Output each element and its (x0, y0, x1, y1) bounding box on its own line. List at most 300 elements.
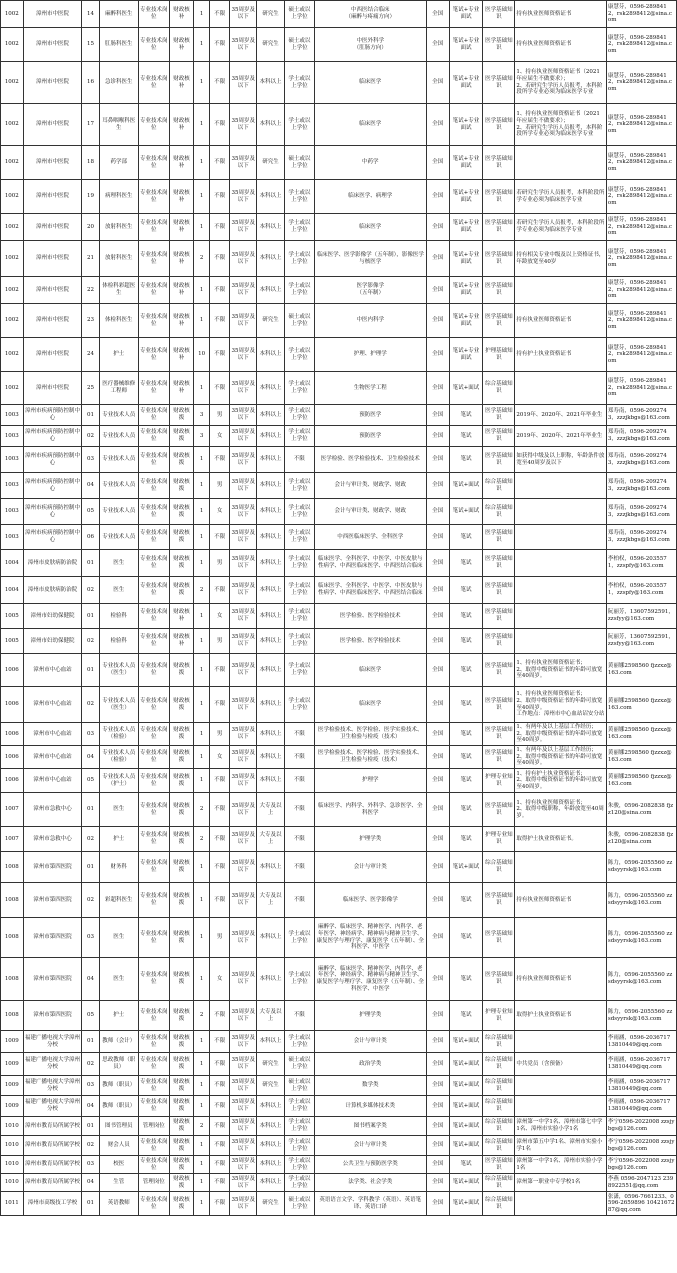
unit-code-cell: 1009 (1, 1031, 24, 1053)
headcount-cell: 1 (194, 723, 209, 746)
major-cell: 数学类 (314, 1076, 426, 1096)
post-name-cell: 生管 (99, 1174, 138, 1192)
age-limit-cell: 35周岁及以下 (230, 1096, 257, 1117)
age-limit-cell: 35周岁及以下 (230, 1136, 257, 1156)
other-requirements-cell: 中共党员（含预备） (515, 1053, 607, 1076)
unit-code-cell: 1009 (1, 1076, 24, 1096)
degree-cell: 学士或以上学位 (284, 405, 314, 426)
post-type-cell: 专业技术岗位 (138, 769, 169, 793)
education-cell: 研究生 (257, 1053, 285, 1076)
unit-name-cell: 漳州市妇幼保健院 (23, 629, 82, 654)
post-code-cell: 01 (82, 1031, 99, 1053)
headcount-cell: 1 (194, 1053, 209, 1076)
other-requirements-cell: 漳州第一中学1名、漳州市第七中学1名、漳州市实验小学1名 (515, 1117, 607, 1136)
recruit-scope-cell: 全国 (426, 28, 449, 62)
funding-type-cell: 财政核补 (169, 214, 194, 241)
post-name-cell: 专业技术人员 (99, 499, 138, 525)
other-requirements-cell: 持有执业医师资格证书 (515, 28, 607, 62)
unit-name-cell: 福建广播电视大学漳州分校 (23, 1076, 82, 1096)
recruit-scope-cell: 全国 (426, 405, 449, 426)
education-cell: 本科以上 (257, 1031, 285, 1053)
education-cell: 本科以上 (257, 405, 285, 426)
education-cell: 研究生 (257, 304, 285, 338)
contact-cell: 郑寿南，0596-2092743，zzzjkbgs@163.com (606, 447, 676, 473)
table-row (1, 146, 677, 180)
post-name-cell: 病理科医生 (99, 180, 138, 214)
unit-code-cell: 1006 (1, 746, 24, 769)
post-code-cell: 01 (82, 405, 99, 426)
age-limit-cell: 35周岁及以下 (230, 1117, 257, 1136)
headcount-cell: 1 (194, 687, 209, 723)
funding-type-cell: 财政核补 (169, 104, 194, 146)
unit-code-cell: 1008 (1, 852, 24, 883)
unit-code-cell: 1002 (1, 338, 24, 372)
exam-method-cell: 笔试+面试 (449, 1031, 483, 1053)
education-cell: 研究生 (257, 1, 285, 28)
recruit-scope-cell: 全国 (426, 918, 449, 958)
post-code-cell: 25 (82, 372, 99, 405)
unit-name-cell: 漳州市教育局所属学校 (23, 1156, 82, 1174)
degree-cell: 学士或以上学位 (284, 499, 314, 525)
gender-cell: 不限 (209, 1117, 230, 1136)
recruit-scope-cell: 全国 (426, 629, 449, 654)
post-code-cell: 23 (82, 304, 99, 338)
unit-name-cell: 漳州市疾病预防控制中心 (23, 499, 82, 525)
gender-cell: 男 (209, 918, 230, 958)
exam-subject-cell: 医学基础知识 (483, 62, 515, 104)
gender-cell: 男 (209, 405, 230, 426)
post-type-cell: 专业技术岗位 (138, 1192, 169, 1216)
degree-cell: 不限 (284, 827, 314, 852)
exam-subject-cell: 医学基础知识 (483, 746, 515, 769)
post-name-cell: 医疗器械维修工程师 (99, 372, 138, 405)
education-cell: 研究生 (257, 1076, 285, 1096)
unit-name-cell: 漳州市妇幼保健院 (23, 604, 82, 629)
funding-type-cell: 财政核补 (169, 1, 194, 28)
exam-subject-cell: 医学基础知识 (483, 214, 515, 241)
education-cell: 本科以上 (257, 1096, 285, 1117)
degree-cell: 学士或以上学位 (284, 654, 314, 687)
unit-code-cell: 1002 (1, 277, 24, 304)
degree-cell: 学士或以上学位 (284, 104, 314, 146)
table-row (1, 958, 677, 1001)
exam-method-cell: 笔试 (449, 746, 483, 769)
exam-method-cell: 笔试 (449, 958, 483, 1001)
exam-method-cell: 笔试+专业面试 (449, 304, 483, 338)
post-name-cell: 护士 (99, 827, 138, 852)
exam-method-cell: 笔试+面试 (449, 1053, 483, 1076)
age-limit-cell: 35周岁及以下 (230, 793, 257, 827)
recruit-scope-cell: 全国 (426, 338, 449, 372)
funding-type-cell: 财政核补 (169, 277, 194, 304)
funding-type-cell: 财政核补 (169, 146, 194, 180)
age-limit-cell: 35周岁及以下 (230, 1156, 257, 1174)
post-type-cell: 专业技术岗位 (138, 1076, 169, 1096)
other-requirements-cell (515, 473, 607, 499)
degree-cell: 不限 (284, 793, 314, 827)
table-row (1, 654, 677, 687)
other-requirements-cell: 如获得中级及以上职称，年龄条件放宽至40周岁及以下 (515, 447, 607, 473)
other-requirements-cell: 1、有两年及以上基层工作经历； 2、取得中级资格证书的年龄可放宽至40周岁。 (515, 723, 607, 746)
post-name-cell: 专业技术人员 (99, 426, 138, 447)
post-code-cell: 01 (82, 654, 99, 687)
contact-cell: 康慧芬，0596-2898412，rsk2898412@sina.com (606, 146, 676, 180)
exam-subject-cell: 综合基础知识 (483, 1136, 515, 1156)
gender-cell: 不限 (209, 180, 230, 214)
major-cell: 临床医学、病理学 (314, 180, 426, 214)
major-cell: 医学检验、医学检验技术、卫生检验技术 (314, 447, 426, 473)
contact-cell: 朱骏，0596-2082838 fjzz120@sina.com (606, 793, 676, 827)
unit-name-cell: 漳州市高级技工学校 (23, 1192, 82, 1216)
other-requirements-cell: 1、持有执业医师资格证书（2021年应届生不做要求）； 2、若研究生学历人员报考，本科阶段所学专业必须为临床医学专业 (515, 62, 607, 104)
major-cell: 临床医学、全科医学、中医学、中医皮肤与性病学、中西医临床医学、中西医结合临床 (314, 550, 426, 577)
table-row (1, 525, 677, 550)
exam-subject-cell: 综合基础知识 (483, 372, 515, 405)
table-row (1, 793, 677, 827)
headcount-cell: 2 (194, 1001, 209, 1031)
major-cell: 会计与审计类、财政学、财政 (314, 499, 426, 525)
unit-code-cell: 1002 (1, 372, 24, 405)
contact-cell: 康慧芬，0596-2898412，rsk2898412@sina.com (606, 338, 676, 372)
exam-subject-cell: 医学基础知识 (483, 447, 515, 473)
other-requirements-cell: 持有相关专业中级及以上资格证书，年龄放宽至40岁 (515, 241, 607, 277)
unit-code-cell: 1005 (1, 604, 24, 629)
table-row (1, 1117, 677, 1136)
exam-subject-cell: 医学基础知识 (483, 28, 515, 62)
degree-cell: 学士或以上学位 (284, 577, 314, 604)
exam-method-cell: 笔试+专业面试 (449, 1, 483, 28)
degree-cell: 硕士或以上学位 (284, 28, 314, 62)
age-limit-cell: 35周岁及以下 (230, 28, 257, 62)
post-name-cell: 放射科医生 (99, 214, 138, 241)
major-cell: 临床医学 (314, 104, 426, 146)
table-row (1, 180, 677, 214)
contact-cell: 康慧芬，0596-2898412，rsk2898412@sina.com (606, 372, 676, 405)
education-cell: 研究生 (257, 28, 285, 62)
post-code-cell: 02 (82, 883, 99, 918)
recruit-scope-cell: 全国 (426, 1096, 449, 1117)
age-limit-cell: 35周岁及以下 (230, 146, 257, 180)
post-code-cell: 03 (82, 1076, 99, 1096)
degree-cell: 学士或以上学位 (284, 473, 314, 499)
exam-subject-cell: 综合基础知识 (483, 1076, 515, 1096)
degree-cell: 硕士或以上学位 (284, 1076, 314, 1096)
recruit-scope-cell: 全国 (426, 1117, 449, 1136)
table-row (1, 28, 677, 62)
other-requirements-cell (515, 550, 607, 577)
gender-cell: 男 (209, 629, 230, 654)
education-cell: 研究生 (257, 1192, 285, 1216)
post-name-cell: 医生 (99, 577, 138, 604)
funding-type-cell: 财政核补 (169, 629, 194, 654)
headcount-cell: 1 (194, 1156, 209, 1174)
unit-code-cell: 1004 (1, 550, 24, 577)
exam-subject-cell: 医学基础知识 (483, 654, 515, 687)
headcount-cell: 3 (194, 405, 209, 426)
funding-type-cell: 财政核拨 (169, 1096, 194, 1117)
exam-subject-cell: 医学基础知识 (483, 525, 515, 550)
exam-method-cell: 笔试+面试 (449, 473, 483, 499)
exam-method-cell: 笔试+专业面试 (449, 28, 483, 62)
recruit-scope-cell: 全国 (426, 1, 449, 28)
exam-subject-cell: 医学基础知识 (483, 687, 515, 723)
unit-name-cell: 漳州市教育局所属学校 (23, 1174, 82, 1192)
other-requirements-cell (515, 604, 607, 629)
recruit-scope-cell: 全国 (426, 62, 449, 104)
education-cell: 本科以上 (257, 550, 285, 577)
table-row (1, 746, 677, 769)
other-requirements-cell (515, 277, 607, 304)
gender-cell: 不限 (209, 338, 230, 372)
post-name-cell: 图书管理员 (99, 1117, 138, 1136)
post-name-cell: 体检科彩超医生 (99, 277, 138, 304)
contact-cell: 康慧芬，0596-2898412，rsk2898412@sina.com (606, 28, 676, 62)
contact-cell: 陈力，0596-2055560 zzsdsyyrsk@163.com (606, 852, 676, 883)
exam-method-cell: 笔试+面试 (449, 1076, 483, 1096)
unit-code-cell: 1002 (1, 180, 24, 214)
funding-type-cell: 财政核拨 (169, 918, 194, 958)
post-code-cell: 01 (82, 793, 99, 827)
exam-method-cell: 笔试+专业面试 (449, 214, 483, 241)
recruit-scope-cell: 全国 (426, 746, 449, 769)
post-name-cell: 专业技术人员（检验） (99, 723, 138, 746)
post-code-cell: 03 (82, 723, 99, 746)
degree-cell: 学士或以上学位 (284, 1031, 314, 1053)
contact-cell: 黄丽娜2598560 fjzzxz@163.com (606, 654, 676, 687)
education-cell: 本科以上 (257, 654, 285, 687)
degree-cell: 硕士或以上学位 (284, 1, 314, 28)
gender-cell: 不限 (209, 654, 230, 687)
major-cell: 临床医学、医学影像学（五年制），影像医学与核医学 (314, 241, 426, 277)
headcount-cell: 1 (194, 918, 209, 958)
unit-name-cell: 漳州市中医院 (23, 180, 82, 214)
gender-cell: 不限 (209, 1174, 230, 1192)
other-requirements-cell: 持有执业医师资格证书 (515, 1, 607, 28)
unit-code-cell: 1002 (1, 28, 24, 62)
unit-code-cell: 1008 (1, 958, 24, 1001)
unit-code-cell: 1002 (1, 304, 24, 338)
table-row (1, 372, 677, 405)
contact-cell: 郑寿南，0596-2092743，zzzjkbgs@163.com (606, 525, 676, 550)
exam-method-cell: 笔试 (449, 447, 483, 473)
age-limit-cell: 35周岁及以下 (230, 958, 257, 1001)
major-cell: 会计与审计类 (314, 852, 426, 883)
post-type-cell: 专业技术岗位 (138, 654, 169, 687)
post-type-cell: 专业技术岗位 (138, 793, 169, 827)
contact-cell: 黄丽娜2598560 fjzzxz@163.com (606, 769, 676, 793)
unit-code-cell: 1003 (1, 525, 24, 550)
post-name-cell: 专业技术人员（护士） (99, 769, 138, 793)
unit-name-cell: 漳州市第四医院 (23, 918, 82, 958)
unit-name-cell: 漳州市中心血站 (23, 687, 82, 723)
exam-method-cell: 笔试+专业面试 (449, 146, 483, 180)
recruit-scope-cell: 全国 (426, 577, 449, 604)
post-type-cell: 管理岗位 (138, 1117, 169, 1136)
degree-cell: 硕士或以上学位 (284, 146, 314, 180)
recruit-scope-cell: 全国 (426, 1156, 449, 1174)
post-type-cell: 专业技术岗位 (138, 723, 169, 746)
table-row (1, 918, 677, 958)
exam-subject-cell: 综合基础知识 (483, 1053, 515, 1076)
funding-type-cell: 财政核拨 (169, 769, 194, 793)
unit-code-cell: 1008 (1, 1001, 24, 1031)
age-limit-cell: 35周岁及以下 (230, 1076, 257, 1096)
education-cell: 本科以上 (257, 426, 285, 447)
table-row (1, 1174, 677, 1192)
post-name-cell: 急诊科医生 (99, 62, 138, 104)
contact-cell: 郑寿南，0596-2092743，zzzjkbgs@163.com (606, 426, 676, 447)
exam-subject-cell: 医学基础知识 (483, 1156, 515, 1174)
table-row (1, 769, 677, 793)
unit-code-cell: 1010 (1, 1117, 24, 1136)
other-requirements-cell (515, 629, 607, 654)
contact-cell: 康慧芬，0596-2898412，rsk2898412@sina.com (606, 241, 676, 277)
post-type-cell: 专业技术岗位 (138, 883, 169, 918)
degree-cell: 不限 (284, 852, 314, 883)
post-type-cell: 专业技术岗位 (138, 918, 169, 958)
major-cell: 法学类、社会学类 (314, 1174, 426, 1192)
post-type-cell: 专业技术岗位 (138, 1031, 169, 1053)
age-limit-cell: 35周岁及以下 (230, 1192, 257, 1216)
contact-cell: 康慧芬，0596-2898412，rsk2898412@sina.com (606, 277, 676, 304)
major-cell: 会计与审计类、财政学、财政 (314, 473, 426, 499)
unit-code-cell: 1006 (1, 723, 24, 746)
post-name-cell: 专业技术人员（医生） (99, 654, 138, 687)
age-limit-cell: 35周岁及以下 (230, 241, 257, 277)
post-name-cell: 彩超科医生 (99, 883, 138, 918)
post-code-cell: 02 (82, 1053, 99, 1076)
funding-type-cell: 财政核拨 (169, 447, 194, 473)
contact-cell: 郑寿南，0596-2092743，zzzjkbgs@163.com (606, 473, 676, 499)
unit-code-cell: 1003 (1, 405, 24, 426)
unit-code-cell: 1008 (1, 883, 24, 918)
recruit-scope-cell: 全国 (426, 769, 449, 793)
gender-cell: 男 (209, 723, 230, 746)
unit-name-cell: 漳州市疾病预防控制中心 (23, 473, 82, 499)
education-cell: 本科以上 (257, 338, 285, 372)
post-code-cell: 18 (82, 146, 99, 180)
table-row (1, 723, 677, 746)
post-name-cell: 护士 (99, 1001, 138, 1031)
education-cell: 本科以上 (257, 214, 285, 241)
unit-name-cell: 漳州市皮肤病防治院 (23, 550, 82, 577)
headcount-cell: 1 (194, 654, 209, 687)
unit-name-cell: 漳州市疾病预防控制中心 (23, 525, 82, 550)
table-row (1, 426, 677, 447)
table-row (1, 883, 677, 918)
gender-cell: 不限 (209, 1076, 230, 1096)
gender-cell: 不限 (209, 146, 230, 180)
age-limit-cell: 35周岁及以下 (230, 372, 257, 405)
headcount-cell: 1 (194, 525, 209, 550)
funding-type-cell: 财政核补 (169, 372, 194, 405)
table-row (1, 277, 677, 304)
table-row (1, 1, 677, 28)
exam-subject-cell: 医学基础知识 (483, 550, 515, 577)
major-cell: 麻醉学、临床医学、精神医学、内科学、老年医学、神经病学、精神病与精神卫生学、康复医学与理疗学、康复医学（五年制）、全科医学、中医学 (314, 958, 426, 1001)
other-requirements-cell (515, 1031, 607, 1053)
contact-cell: 李雨涵，0596-2036717 13810449@qq.com (606, 1076, 676, 1096)
post-name-cell: 检验科 (99, 604, 138, 629)
education-cell: 本科以上 (257, 746, 285, 769)
recruit-scope-cell: 全国 (426, 958, 449, 1001)
headcount-cell: 1 (194, 1136, 209, 1156)
major-cell: 护理学类 (314, 1001, 426, 1031)
post-name-cell: 耳鼻咽喉科医生 (99, 104, 138, 146)
education-cell: 本科以上 (257, 241, 285, 277)
education-cell: 本科以上 (257, 447, 285, 473)
exam-method-cell: 笔试 (449, 629, 483, 654)
headcount-cell: 1 (194, 958, 209, 1001)
gender-cell: 不限 (209, 214, 230, 241)
other-requirements-cell (515, 525, 607, 550)
post-code-cell: 22 (82, 277, 99, 304)
contact-cell: 康慧芬，0596-2898412，rsk2898412@sina.com (606, 104, 676, 146)
unit-name-cell: 漳州市教育局所属学校 (23, 1117, 82, 1136)
funding-type-cell: 财政核拨 (169, 1001, 194, 1031)
recruit-scope-cell: 全国 (426, 104, 449, 146)
funding-type-cell: 财政核拨 (169, 827, 194, 852)
major-cell: 临床医学、全科医学、中医学、中医皮肤与性病学、中西医临床医学、中西医结合临床 (314, 577, 426, 604)
table-row (1, 1076, 677, 1096)
headcount-cell: 2 (194, 241, 209, 277)
post-code-cell: 04 (82, 1096, 99, 1117)
table-row (1, 629, 677, 654)
funding-type-cell: 财政核补 (169, 604, 194, 629)
recruit-scope-cell: 全国 (426, 793, 449, 827)
exam-method-cell: 笔试+专业面试 (449, 104, 483, 146)
age-limit-cell: 35周岁及以下 (230, 604, 257, 629)
degree-cell: 学士或以上学位 (284, 1156, 314, 1174)
education-cell: 本科以上 (257, 104, 285, 146)
headcount-cell: 1 (194, 769, 209, 793)
contact-cell: 李雨涵，0596-2036717 13810449@qq.com (606, 1053, 676, 1076)
major-cell: 中药学 (314, 146, 426, 180)
post-name-cell: 肛肠科医生 (99, 28, 138, 62)
major-cell: 临床医学 (314, 62, 426, 104)
recruit-scope-cell: 全国 (426, 304, 449, 338)
unit-name-cell: 福建广播电视大学漳州分校 (23, 1053, 82, 1076)
post-type-cell: 专业技术岗位 (138, 214, 169, 241)
gender-cell: 不限 (209, 1001, 230, 1031)
post-type-cell: 专业技术岗位 (138, 827, 169, 852)
post-name-cell: 医生 (99, 958, 138, 1001)
headcount-cell: 1 (194, 629, 209, 654)
major-cell: 中医外科学 （肛肠方向） (314, 28, 426, 62)
post-name-cell: 思政教师（职员） (99, 1053, 138, 1076)
post-code-cell: 04 (82, 1174, 99, 1192)
age-limit-cell: 35周岁及以下 (230, 1, 257, 28)
table-row (1, 104, 677, 146)
exam-method-cell: 笔试 (449, 883, 483, 918)
headcount-cell: 1 (194, 1174, 209, 1192)
age-limit-cell: 35周岁及以下 (230, 405, 257, 426)
post-type-cell: 专业技术岗位 (138, 525, 169, 550)
headcount-cell: 1 (194, 304, 209, 338)
unit-name-cell: 漳州市中心血站 (23, 654, 82, 687)
unit-name-cell: 漳州市中医院 (23, 241, 82, 277)
degree-cell: 硕士或以上学位 (284, 1192, 314, 1216)
post-type-cell: 专业技术岗位 (138, 1156, 169, 1174)
exam-method-cell: 笔试 (449, 793, 483, 827)
education-cell: 本科以上 (257, 180, 285, 214)
age-limit-cell: 35周岁及以下 (230, 550, 257, 577)
education-cell: 本科以上 (257, 372, 285, 405)
recruit-scope-cell: 全国 (426, 180, 449, 214)
headcount-cell: 1 (194, 550, 209, 577)
gender-cell: 女 (209, 958, 230, 1001)
post-type-cell: 专业技术岗位 (138, 958, 169, 1001)
